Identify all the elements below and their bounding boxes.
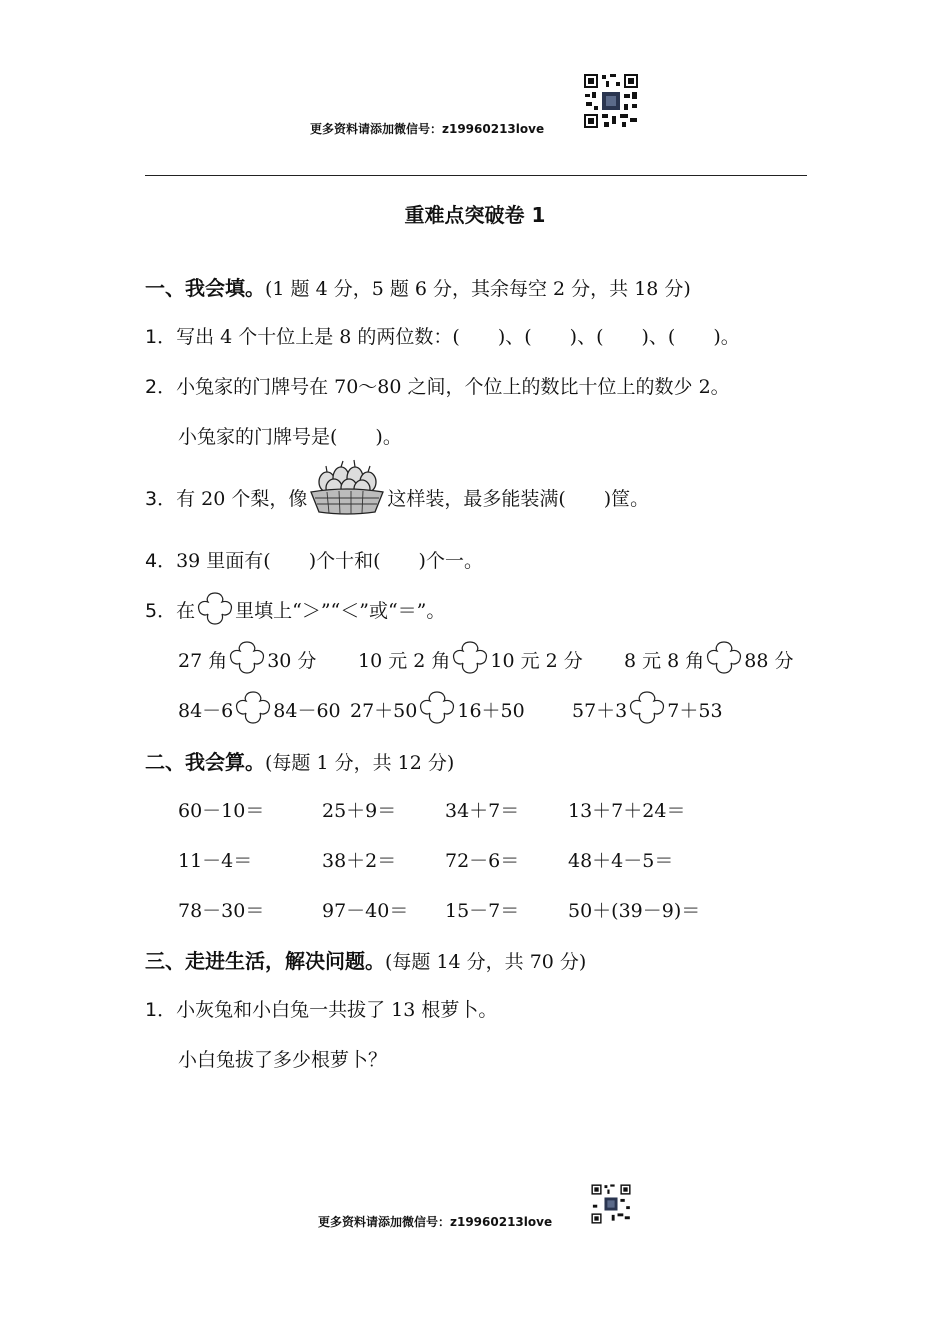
section1-note: (1 题 4 分，5 题 6 分，其余每空 2 分，共 18 分)	[265, 278, 691, 300]
flower-blank-icon[interactable]	[704, 639, 744, 675]
section3-note: (每题 14 分，共 70 分)	[385, 951, 587, 973]
compare-left: 8 元 8 角	[624, 650, 705, 672]
flower-blank-icon[interactable]	[450, 639, 490, 675]
qr-code-icon	[590, 1183, 632, 1225]
section3-heading	[145, 945, 586, 974]
section2-heading	[145, 746, 454, 775]
calc-item: 34＋7＝	[445, 800, 520, 822]
compare-item	[178, 646, 316, 675]
compare-right: 88 分	[744, 650, 794, 672]
question-1-4	[145, 546, 483, 573]
section3-title: 三、走进生活，解决问题。	[145, 949, 385, 973]
compare-item	[358, 646, 583, 675]
question-1-2	[145, 372, 730, 399]
calc-item: 38＋2＝	[322, 850, 397, 872]
question-text: 写出 4 个十位上是 8 的两位数：( )、( )、( )、( )。	[176, 326, 740, 348]
qr-code-icon	[582, 72, 640, 130]
question-text: 39 里面有( )个十和( )个一。	[176, 550, 483, 572]
calc-item: 11－4＝	[178, 850, 253, 872]
flower-blank-icon[interactable]	[627, 689, 667, 725]
compare-left: 57＋3	[572, 700, 628, 722]
header-text-bottom: 更多资料请添加微信号：z19960213love	[318, 1215, 553, 1229]
compare-right: 16＋50	[457, 700, 525, 722]
calc-item: 13＋7＋24＝	[568, 800, 686, 822]
flower-blank-icon[interactable]	[417, 689, 457, 725]
question-number: 4．	[145, 550, 177, 572]
question-1-5	[145, 596, 445, 626]
section2-note: (每题 1 分，共 12 分)	[265, 752, 455, 774]
question-3-1	[145, 995, 497, 1022]
section2-title: 二、我会算。	[145, 750, 265, 774]
section1-heading	[145, 272, 691, 301]
pear-basket-icon	[307, 458, 387, 516]
page-title: 重难点突破卷 1	[404, 203, 546, 227]
question-text-after: 里填上“＞”“＜”或“＝”。	[235, 600, 446, 622]
compare-right: 10 元 2 分	[490, 650, 583, 672]
question-1-2-line2: 小兔家的门牌号是( )。	[178, 426, 402, 448]
question-3-1-line2: 小白兔拔了多少根萝卜？	[178, 1049, 388, 1071]
header-rule	[145, 175, 807, 176]
compare-right: 7＋53	[667, 700, 723, 722]
compare-left: 27 角	[178, 650, 228, 672]
compare-item	[178, 696, 341, 725]
question-number: 3．	[145, 488, 177, 510]
compare-item	[350, 696, 525, 725]
compare-item	[572, 696, 723, 725]
flower-blank-icon	[195, 590, 235, 626]
calc-item: 72－6＝	[445, 850, 520, 872]
calc-item: 97－40＝	[322, 900, 409, 922]
question-number: 5．	[145, 600, 177, 622]
calc-item: 25＋9＝	[322, 800, 397, 822]
question-1-3	[145, 484, 649, 516]
question-text: 小兔家的门牌号在 70～80 之间，个位上的数比十位上的数少 2。	[176, 376, 730, 398]
header-text-top: 更多资料请添加微信号：z19960213love	[310, 122, 545, 136]
calc-item: 50＋(39－9)＝	[568, 900, 701, 922]
compare-left: 10 元 2 角	[358, 650, 451, 672]
question-text: 小灰兔和小白兔一共拔了 13 根萝卜。	[176, 999, 498, 1021]
compare-left: 27＋50	[350, 700, 418, 722]
question-1-1	[145, 322, 740, 349]
question-number: 2．	[145, 376, 177, 398]
calc-item: 78－30＝	[178, 900, 265, 922]
question-text-before: 在	[176, 600, 196, 622]
question-number: 1．	[145, 999, 177, 1021]
question-text-before: 有 20 个梨，像	[176, 488, 308, 510]
compare-right: 30 分	[267, 650, 317, 672]
compare-item	[624, 646, 794, 675]
calc-item: 48＋4－5＝	[568, 850, 674, 872]
compare-right: 84－60	[273, 700, 341, 722]
calc-item: 15－7＝	[445, 900, 520, 922]
flower-blank-icon[interactable]	[227, 639, 267, 675]
flower-blank-icon[interactable]	[233, 689, 273, 725]
compare-left: 84－6	[178, 700, 234, 722]
question-number: 1．	[145, 326, 177, 348]
question-text-after: 这样装，最多能装满( )筐。	[387, 488, 650, 510]
calc-item: 60－10＝	[178, 800, 265, 822]
section1-title: 一、我会填。	[145, 276, 265, 300]
